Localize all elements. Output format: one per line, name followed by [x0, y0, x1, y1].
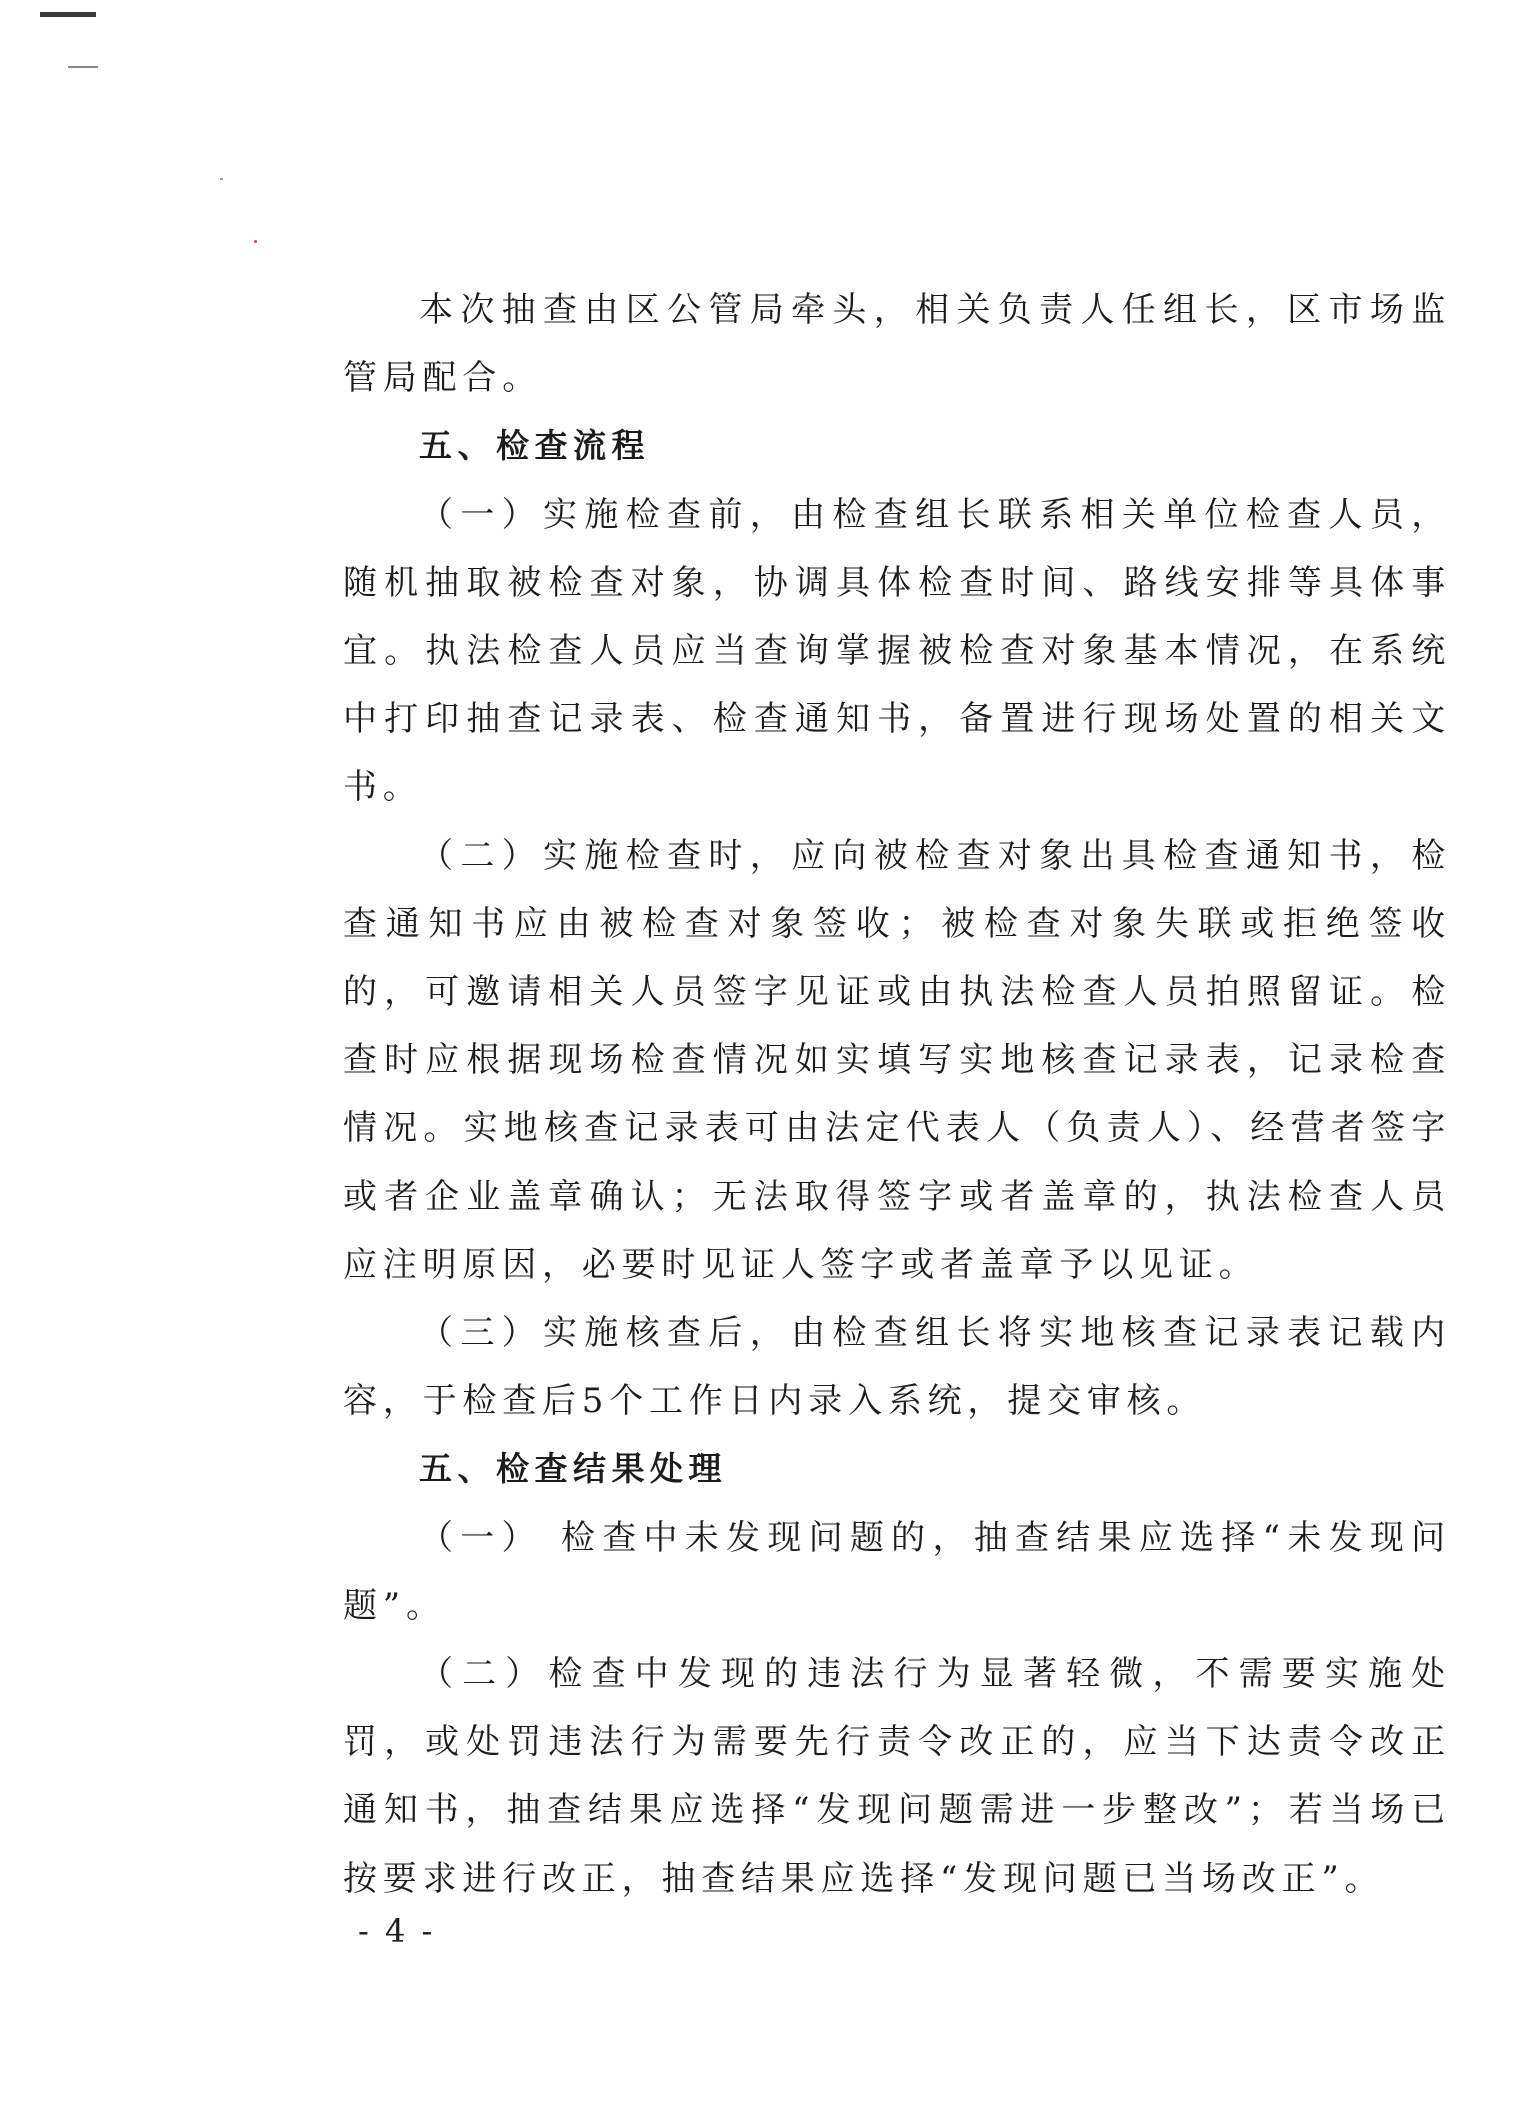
page-number: - 4 - [358, 1912, 436, 1950]
document-body [343, 276, 1451, 1913]
lead-paragraph: 本次抽查由区公管局牵头，相关负责人任组长，区市场监管局配合。 [343, 290, 1451, 399]
scan-edge-mark-small [68, 66, 98, 68]
scan-edge-mark [40, 12, 96, 17]
section-heading-result-handling: 五、检查结果处理 [419, 1449, 727, 1489]
process-paragraph-during-inspection: （二）实施检查时，应向被检查对象出具检查通知书，检查通知书应由被检查对象签收；被检查对象失联或拒绝签收的，可邀请相关人员签字见证或由执法检查人员拍照留证。检查时应根据现场检查情况如实填写实地核查记录表，记录检查情况。实地核查记录表可由法定代表人（负责人）、经营者签字或者企业盖章确认；无法取得签字或者盖章的，执法检查人员应注明原因，必要时见证人签字或者盖章予以见证。 [343, 835, 1451, 1285]
scan-speck-red [254, 240, 257, 243]
process-paragraph-after-inspection: （三）实施核查后，由检查组长将实地核查记录表记载内容，于检查后5个工作日内录入系统，提交审核。 [343, 1313, 1451, 1422]
scan-speck [220, 178, 223, 180]
result-paragraph-no-issue: （一） 检查中未发现问题的，抽查结果应选择“未发现问题”。 [343, 1517, 1451, 1626]
result-paragraph-issue-found: （二）检查中发现的违法行为显著轻微，不需要实施处罚，或处罚违法行为需要先行责令改正的，应当下达责令改正通知书，抽查结果应选择“发现问题需进一步整改”；若当场已按要求进行改正，抽查结果应选择“发现问题已当场改正”。 [343, 1654, 1451, 1899]
process-paragraph-before-inspection: （一）实施检查前，由检查组长联系相关单位检查人员，随机抽取被检查对象，协调具体检查时间、路线安排等具体事宜。执法检查人员应当查询掌握被检查对象基本情况，在系统中打印抽查记录表、检查通知书，备置进行现场处置的相关文书。 [343, 494, 1451, 808]
section-heading-inspection-process: 五、检查流程 [419, 426, 650, 466]
